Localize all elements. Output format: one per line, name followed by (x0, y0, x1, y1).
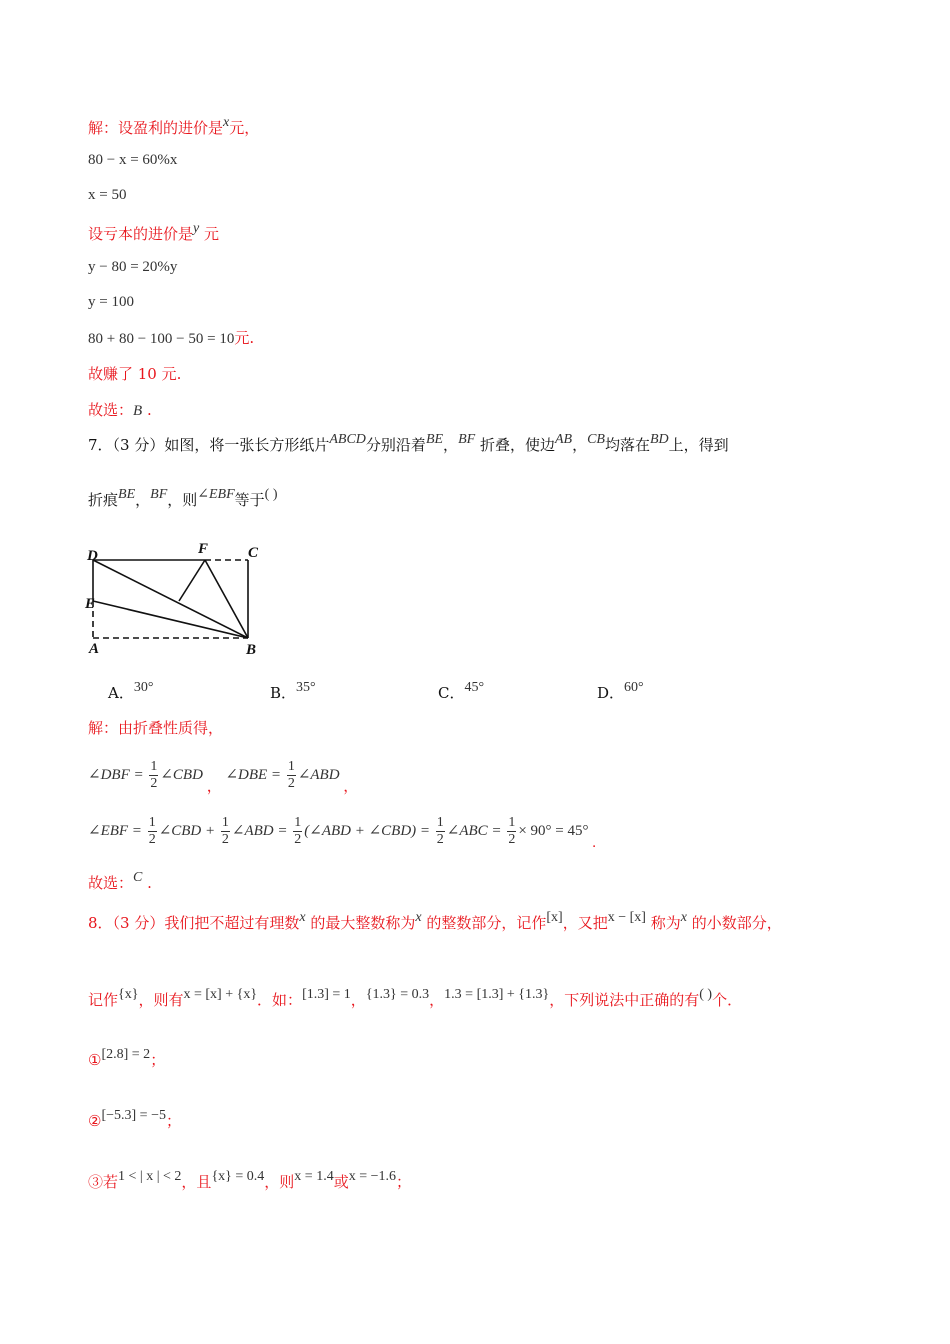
text: ③若 (88, 1173, 119, 1191)
text: . (147, 874, 152, 892)
text: 记作 (88, 991, 119, 1009)
option-c[interactable] (438, 680, 485, 705)
math-var: AB (554, 432, 573, 447)
statement-1 (88, 1047, 166, 1072)
crease-BE (93, 601, 248, 638)
math: ∠DBE = (225, 767, 282, 783)
text: ； (396, 1173, 412, 1191)
text: ， (206, 779, 222, 795)
label-B: B (246, 642, 257, 658)
text: ， (343, 779, 359, 795)
option-value: 45° (464, 680, 485, 695)
option-value: 60° (624, 680, 644, 695)
label-D: D (87, 548, 98, 564)
math: {x} = 0.4 (211, 1169, 265, 1184)
text: 或 (333, 1173, 349, 1191)
equation-1: 80 − x = 60%x (88, 152, 178, 168)
fraction-half (149, 759, 158, 792)
question-8-line-1 (88, 910, 782, 935)
numerator: 1 (221, 815, 229, 831)
math: x − [x] (607, 910, 646, 925)
answer-choice-6 (88, 400, 152, 421)
math-var: BF (150, 487, 168, 502)
denominator: 2 (150, 776, 158, 792)
math-var: BD (650, 432, 669, 447)
math-var: ∠EBF (197, 487, 235, 502)
text: ，则 (264, 1173, 295, 1191)
fraction-half (287, 759, 296, 792)
math: ∠CBD (160, 767, 203, 783)
text: 元. (234, 329, 255, 347)
text: 分别沿着 (365, 436, 426, 454)
rectangle-fold-figure (80, 535, 280, 660)
numerator: 1 (508, 815, 516, 831)
text: 的整数部分，记作 (426, 914, 547, 932)
math: [x] (546, 910, 563, 925)
text: ① (88, 1051, 102, 1069)
math: [2.8] = 2 (101, 1047, 151, 1062)
text: ， (572, 436, 588, 454)
conclusion: 故赚了 10 元. (88, 365, 182, 383)
denominator: 2 (148, 832, 156, 848)
equation-5 (88, 328, 254, 349)
text: ， (135, 491, 151, 509)
math: {1.3} = 0.3 (365, 987, 430, 1002)
math: (∠ABD + ∠CBD) = (304, 823, 431, 839)
math-var: y (193, 221, 200, 236)
text: 等于 (234, 491, 265, 509)
label-E: E (85, 596, 96, 612)
fraction-half (148, 815, 157, 848)
math-var: BE (425, 432, 444, 447)
denominator: 2 (221, 832, 229, 848)
text: 称为 (650, 914, 681, 932)
text: 8．（3 分）我们把不超过有理数 (88, 914, 300, 932)
equation-4: y = 100 (88, 294, 134, 310)
math-var: x (223, 115, 230, 130)
text: ．如： (257, 991, 303, 1009)
statement-3 (88, 1169, 412, 1194)
answer-choice-7 (88, 870, 152, 895)
fraction-half (507, 815, 516, 848)
denominator: 2 (508, 832, 516, 848)
math-var: CB (587, 432, 605, 447)
text: . (592, 835, 596, 851)
option-value: 30° (133, 680, 154, 695)
math: [1.3] = 1 (302, 987, 351, 1002)
denominator: 2 (436, 832, 444, 848)
math: 1.3 = [1.3] + {1.3} (444, 987, 550, 1002)
fraction-half (436, 815, 445, 848)
solution-7-intro: 解：由折叠性质得， (88, 719, 224, 737)
answer-blank: ( ) (264, 487, 278, 502)
fraction-half (293, 815, 302, 848)
denominator: 2 (294, 832, 302, 848)
text: 折叠，使边 (479, 436, 555, 454)
question-8-line-2 (88, 987, 743, 1012)
text: 解：设盈利的进价是 (88, 119, 224, 137)
solution-line-4 (88, 221, 220, 246)
numerator: 1 (148, 815, 156, 831)
question-7-line-1 (88, 432, 729, 457)
math: x = −1.6 (348, 1169, 397, 1184)
math-var: x (680, 910, 687, 925)
math: x = [x] + {x} (183, 987, 258, 1002)
text: 个． (712, 991, 743, 1009)
text: ； (165, 1112, 181, 1130)
math: ∠EBF = (88, 823, 142, 839)
math-var: B (133, 403, 143, 419)
math: x = 1.4 (294, 1169, 334, 1184)
text: ② (88, 1112, 102, 1130)
text: ， (350, 991, 366, 1009)
math-var: ABCD (329, 432, 366, 447)
math: ∠ABD = (231, 823, 288, 839)
equation-3: y − 80 = 20%y (88, 259, 178, 275)
option-label: C． (438, 684, 465, 702)
text: 的小数部分， (691, 914, 782, 932)
solution-line-1 (88, 115, 260, 140)
option-a[interactable] (108, 680, 154, 705)
solution-7-step-2 (88, 811, 596, 851)
fold-line-F (179, 560, 205, 601)
solution-7-step-1 (88, 755, 358, 795)
text: 元， (229, 119, 260, 137)
equation-2: x = 50 (88, 187, 127, 203)
text: ，则有 (138, 991, 184, 1009)
text: 7．（3 分）如图，将一张长方形纸片 (88, 436, 330, 454)
text: ； (150, 1051, 166, 1069)
math: × 90° = 45° (518, 823, 589, 839)
option-b[interactable] (270, 680, 316, 705)
label-C: C (248, 545, 259, 561)
math: ∠ABC = (446, 823, 502, 839)
numerator: 1 (150, 759, 158, 775)
statement-2 (88, 1108, 181, 1133)
text: 折痕 (88, 491, 119, 509)
option-value: 35° (296, 680, 316, 695)
math-var: x (415, 910, 422, 925)
math: ∠ABD (297, 767, 340, 783)
option-label: A． (108, 684, 134, 702)
option-label: D． (597, 684, 625, 702)
math: ∠DBF = (88, 767, 144, 783)
option-d[interactable] (597, 680, 644, 705)
math: [−5.3] = −5 (101, 1108, 166, 1123)
text: 故选： (88, 874, 134, 892)
label-F: F (198, 541, 209, 557)
text: 元 (204, 225, 220, 243)
text: ，且 (181, 1173, 212, 1191)
math: 1 < | x | < 2 (118, 1169, 182, 1184)
fraction-half (221, 815, 230, 848)
math: 80 + 80 − 100 − 50 = 10 (88, 331, 235, 347)
numerator: 1 (287, 759, 295, 775)
label-A: A (89, 641, 100, 657)
text: ， (443, 436, 459, 454)
answer-blank: ( ) (699, 987, 713, 1002)
numerator: 1 (436, 815, 444, 831)
math-var: BE (118, 487, 136, 502)
text: ， (429, 991, 445, 1009)
diagonal-BD (93, 560, 248, 638)
text: . (146, 401, 152, 419)
text: ，下列说法中正确的有 (549, 991, 700, 1009)
text: 的最大整数称为 (310, 914, 416, 932)
text: 上，得到 (668, 436, 729, 454)
denominator: 2 (287, 776, 295, 792)
math-var: C (133, 870, 143, 885)
text: ，又把 (562, 914, 608, 932)
text: 故选： (88, 401, 134, 419)
math: {x} (118, 987, 139, 1002)
math: ∠CBD + (158, 823, 216, 839)
text: 设亏本的进价是 (88, 225, 194, 243)
question-7-line-2 (88, 487, 278, 512)
math-var: x (299, 910, 306, 925)
numerator: 1 (294, 815, 302, 831)
text: 均落在 (604, 436, 650, 454)
math-var: BF (458, 432, 476, 447)
text: ，则 (167, 491, 198, 509)
option-label: B． (270, 684, 297, 702)
